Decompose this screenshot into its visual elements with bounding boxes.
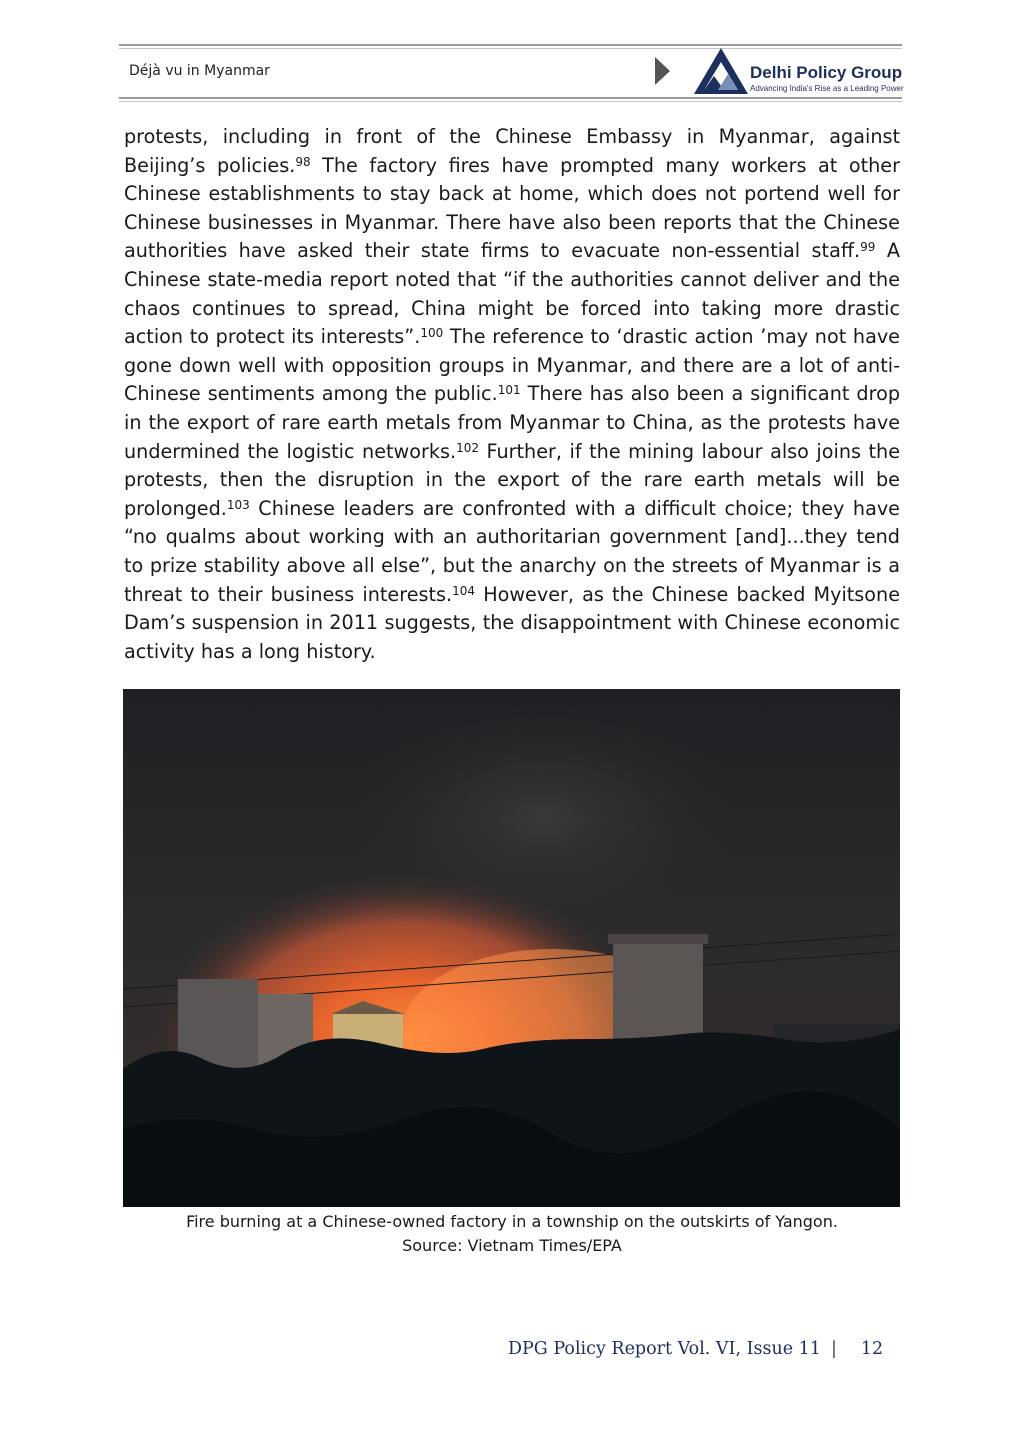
footnote-ref: 101 bbox=[497, 383, 521, 398]
dpg-logo-icon bbox=[694, 48, 748, 94]
header-rule-bottom bbox=[119, 97, 902, 99]
header-rule-top bbox=[119, 44, 902, 46]
body-text-segment: protests, including in front of the Chinese Embassy in Myanmar, against Beijing’s policies. bbox=[124, 125, 900, 177]
footnote-ref: 99 bbox=[860, 240, 876, 255]
figure-caption bbox=[120, 1210, 904, 1258]
footnote-ref: 103 bbox=[226, 497, 250, 512]
body-text-segment: However, as the Chinese backed Myitsone Dam’s suspension in 2011 suggests, the disappointment with Chinese economic activity has a long history. bbox=[124, 582, 900, 663]
header-doc-title: Déjà vu in Myanmar bbox=[129, 63, 270, 79]
body-paragraph bbox=[124, 123, 900, 666]
page-number: 12 bbox=[860, 1339, 884, 1359]
footnote-ref: 104 bbox=[452, 583, 476, 598]
page-footer bbox=[508, 1339, 883, 1359]
body-text-segment: Further, if the mining labour also joins the protests, then the disruption in the export of the rare earth metals will be prolonged. bbox=[124, 439, 901, 520]
footnote-ref: 100 bbox=[420, 326, 444, 341]
factory-fire-photo bbox=[123, 689, 900, 1207]
body-text-segment: The factory fires have prompted many workers at other Chinese establishments to stay back at home, which does not portend well for Chinese businesses in Myanmar. There have also been reports that the Chinese authorities have asked their state firms to evacuate non-essential staff. bbox=[124, 153, 900, 263]
header-org-tagline: Advancing India's Rise as a Leading Power bbox=[750, 84, 904, 93]
footnote-ref: 98 bbox=[295, 154, 311, 169]
caption-source: Source: Vietnam Times/EPA bbox=[402, 1236, 622, 1255]
header-arrow-icon bbox=[655, 57, 670, 85]
body-text-segment: There has also been a significant drop in the export of rare earth metals from Myanmar to China, as the protests have undermined the logistic networks. bbox=[124, 382, 900, 463]
header-rule-bottom-thin bbox=[119, 101, 902, 102]
footer-report-title: DPG Policy Report Vol. VI, Issue 11 bbox=[508, 1339, 821, 1359]
body-text-segment: A Chinese state-media report noted that “if the authorities cannot deliver and the chaos continues to spread, China might be forced into taking more drastic action to protect its interests”. bbox=[124, 239, 900, 349]
body-text-segment: The reference to ‘drastic action ’may not have gone down well with opposition groups in Myanmar, and there are a lot of anti-Chinese sentiments among the public. bbox=[124, 325, 900, 406]
caption-line: Fire burning at a Chinese-owned factory in a township on the outskirts of Yangon. bbox=[186, 1212, 838, 1231]
body-text-segment: Chinese leaders are confronted with a difficult choice; they have “no qualms about working with an authoritarian government [and]...they tend to prize stability above all else”, but the anarchy on the streets of Myanmar is a threat to their business interests. bbox=[124, 496, 900, 606]
footer-separator: | bbox=[830, 1339, 837, 1359]
footnote-ref: 102 bbox=[456, 440, 479, 455]
header-rule-top-thin bbox=[119, 48, 902, 49]
header-org-name: Delhi Policy Group bbox=[750, 63, 903, 82]
